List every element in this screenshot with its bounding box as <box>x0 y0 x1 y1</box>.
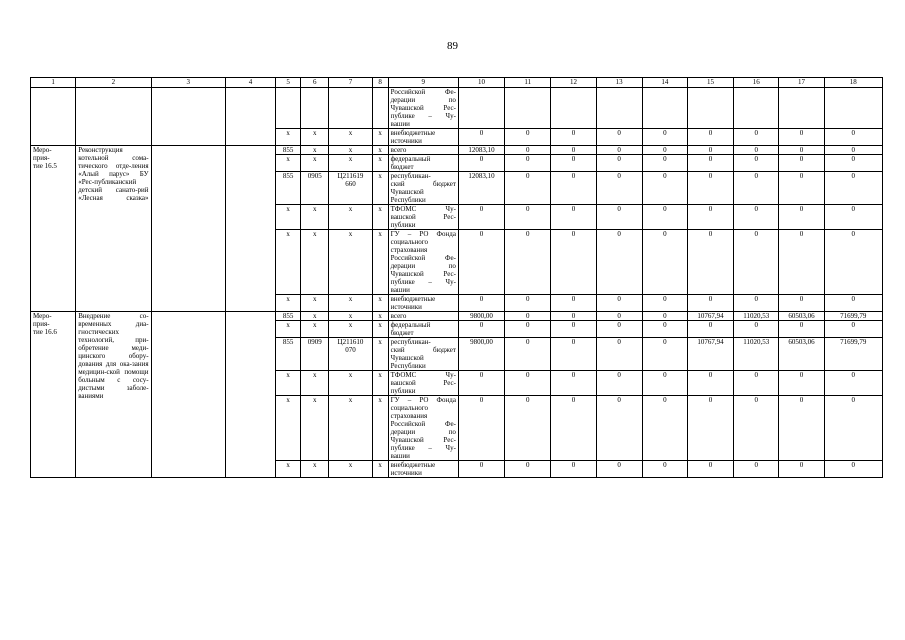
value-cell: 0905 <box>301 172 329 205</box>
value-cell: 0 <box>779 295 824 312</box>
value-cell: х <box>276 321 301 338</box>
value-cell: 0 <box>596 129 642 146</box>
value-cell: 0 <box>596 205 642 230</box>
value-cell: 0 <box>824 146 882 155</box>
value-cell: 0 <box>687 396 733 461</box>
value-cell: 0 <box>824 295 882 312</box>
value-cell: х <box>329 205 372 230</box>
value-cell: 0 <box>505 146 551 155</box>
value-cell: 0 <box>505 371 551 396</box>
value-cell: х <box>372 172 388 205</box>
value-cell: 855 <box>276 172 301 205</box>
value-cell: 0 <box>596 312 642 321</box>
header-cell: 12 <box>551 78 596 88</box>
value-cell: 0 <box>824 172 882 205</box>
value-cell: 0 <box>596 172 642 205</box>
value-cell: х <box>276 155 301 172</box>
value-cell: 0 <box>596 461 642 478</box>
empty-cell <box>225 146 275 312</box>
header-cell: 14 <box>642 78 687 88</box>
value-cell: 0 <box>596 230 642 295</box>
empty-cell <box>151 88 225 129</box>
value-cell: 0 <box>779 205 824 230</box>
value-cell: 0 <box>734 295 779 312</box>
value-cell: х <box>276 396 301 461</box>
source-cell: всего <box>388 312 458 321</box>
header-cell: 15 <box>687 78 733 88</box>
value-cell: 0 <box>824 155 882 172</box>
value-cell: 0 <box>687 155 733 172</box>
header-cell: 8 <box>372 78 388 88</box>
value-cell: х <box>329 461 372 478</box>
empty-cell <box>779 88 824 129</box>
value-cell: 0 <box>824 129 882 146</box>
header-row <box>31 78 883 88</box>
value-cell: х <box>301 312 329 321</box>
value-cell: 0 <box>551 172 596 205</box>
value-cell: х <box>372 338 388 371</box>
empty-cell <box>151 129 225 146</box>
value-cell: х <box>372 155 388 172</box>
value-cell: 0 <box>779 371 824 396</box>
value-cell: 0 <box>505 461 551 478</box>
empty-cell <box>276 88 301 129</box>
source-cell: федеральный бюджет <box>388 155 458 172</box>
source-cell: ГУ – РО Фонда социального страхования Российской Фе- дерации по Чувашской Рес- публике – Чу- вашии <box>388 396 458 461</box>
value-cell: 0 <box>779 129 824 146</box>
value-cell: 0 <box>779 230 824 295</box>
value-cell: 0 <box>642 230 687 295</box>
value-cell: 0 <box>642 172 687 205</box>
value-cell: х <box>301 146 329 155</box>
value-cell: 0 <box>551 371 596 396</box>
measure-label: Меро- прия- тие 16.5 <box>31 146 76 312</box>
value-cell: 0 <box>687 230 733 295</box>
value-cell: 0 <box>642 146 687 155</box>
value-cell: 0 <box>687 129 733 146</box>
header-cell: 3 <box>151 78 225 88</box>
value-cell: 0 <box>687 321 733 338</box>
empty-cell <box>225 312 275 478</box>
value-cell: 0 <box>505 172 551 205</box>
value-cell: 0 <box>642 461 687 478</box>
value-cell: 0 <box>779 321 824 338</box>
value-cell: 0 <box>687 172 733 205</box>
source-cell: внебюджетные источники <box>388 461 458 478</box>
value-cell: х <box>301 321 329 338</box>
value-cell: 0 <box>458 155 504 172</box>
value-cell: 9800,00 <box>458 312 504 321</box>
page-number: 89 <box>447 40 458 52</box>
value-cell: 855 <box>276 146 301 155</box>
value-cell: 0 <box>734 461 779 478</box>
value-cell: 0 <box>779 396 824 461</box>
value-cell: 855 <box>276 338 301 371</box>
value-cell: 0 <box>734 371 779 396</box>
value-cell: 0 <box>824 321 882 338</box>
value-cell: х <box>301 371 329 396</box>
header-cell: 2 <box>76 78 151 88</box>
value-cell: 0 <box>505 155 551 172</box>
value-cell: 0909 <box>301 338 329 371</box>
value-cell: х <box>329 312 372 321</box>
budget-table <box>30 77 883 478</box>
value-cell: х <box>301 461 329 478</box>
empty-cell <box>372 88 388 129</box>
value-cell: х <box>329 230 372 295</box>
value-cell: 0 <box>458 371 504 396</box>
value-cell: 855 <box>276 312 301 321</box>
value-cell: х <box>372 312 388 321</box>
value-cell: 10767,94 <box>687 312 733 321</box>
value-cell: 0 <box>642 321 687 338</box>
value-cell: 71699,79 <box>824 338 882 371</box>
value-cell: х <box>372 371 388 396</box>
header-cell: 17 <box>779 78 824 88</box>
value-cell: 0 <box>458 321 504 338</box>
header-cell: 7 <box>329 78 372 88</box>
value-cell: х <box>329 155 372 172</box>
value-cell: х <box>329 129 372 146</box>
value-cell: 0 <box>779 172 824 205</box>
source-cell: федеральный бюджет <box>388 321 458 338</box>
header-cell: 6 <box>301 78 329 88</box>
source-cell: ТФОМС Чу- вашской Рес- публики <box>388 371 458 396</box>
value-cell: 0 <box>505 312 551 321</box>
value-cell: 0 <box>687 205 733 230</box>
measure-name: Внедрение со-временных диа-гностических технологий, при-обретение меди-цинского обору-дования для ока-зания медицин-ской помощи больным с сосу-дистыми заболе-ваниями <box>76 312 151 478</box>
value-cell: 0 <box>505 321 551 338</box>
source-cell: внебюджетные источники <box>388 129 458 146</box>
value-cell: 0 <box>505 205 551 230</box>
value-cell: 0 <box>551 338 596 371</box>
value-cell: 0 <box>642 312 687 321</box>
header-cell: 5 <box>276 78 301 88</box>
value-cell: х <box>372 129 388 146</box>
value-cell: х <box>372 396 388 461</box>
value-cell: х <box>301 155 329 172</box>
value-cell: Ц211619 660 <box>329 172 372 205</box>
value-cell: х <box>329 321 372 338</box>
header-cell: 4 <box>225 78 275 88</box>
value-cell: х <box>301 396 329 461</box>
value-cell: 0 <box>824 396 882 461</box>
value-cell: 0 <box>687 461 733 478</box>
value-cell: 60503,06 <box>779 338 824 371</box>
value-cell: х <box>372 295 388 312</box>
empty-cell <box>76 129 151 146</box>
value-cell: 0 <box>779 461 824 478</box>
empty-cell <box>76 88 151 129</box>
value-cell: 0 <box>551 146 596 155</box>
value-cell: 0 <box>824 371 882 396</box>
measure-name: Реконструкция котельной сома-тического отде-ления «Алый парус» БУ «Рес-публиканский детский санато-рий «Лесная сказка» <box>76 146 151 312</box>
value-cell: 0 <box>551 461 596 478</box>
value-cell: х <box>301 205 329 230</box>
header-cell: 11 <box>505 78 551 88</box>
value-cell: 0 <box>642 396 687 461</box>
value-cell: Ц211610 070 <box>329 338 372 371</box>
value-cell: 0 <box>642 295 687 312</box>
value-cell: 0 <box>458 396 504 461</box>
header-cell: 9 <box>388 78 458 88</box>
value-cell: 60503,06 <box>779 312 824 321</box>
measure-label: Меро- прия- тие 16.6 <box>31 312 76 478</box>
value-cell: 0 <box>505 129 551 146</box>
value-cell: х <box>372 146 388 155</box>
value-cell: 0 <box>824 230 882 295</box>
source-cell: внебюджетные источники <box>388 295 458 312</box>
empty-cell <box>642 88 687 129</box>
table-row <box>31 312 883 321</box>
header-cell: 16 <box>734 78 779 88</box>
value-cell: 0 <box>551 230 596 295</box>
value-cell: х <box>276 129 301 146</box>
empty-cell <box>151 146 225 312</box>
empty-cell <box>551 88 596 129</box>
value-cell: 0 <box>505 338 551 371</box>
value-cell: х <box>372 321 388 338</box>
value-cell: 0 <box>458 230 504 295</box>
value-cell: х <box>329 396 372 461</box>
value-cell: х <box>301 230 329 295</box>
value-cell: 0 <box>596 371 642 396</box>
source-cell: ТФОМС Чу- вашской Рес- публики <box>388 205 458 230</box>
source-cell: ГУ – РО Фонда социального страхования Российской Фе- дерации по Чувашской Рес- публике – Чу- вашии <box>388 230 458 295</box>
empty-cell <box>734 88 779 129</box>
value-cell: х <box>276 295 301 312</box>
source-cell: республикан- ский бюджет Чувашской Республики <box>388 172 458 205</box>
value-cell: х <box>329 295 372 312</box>
value-cell: х <box>372 230 388 295</box>
source-cell: Российской Фе- дерации по Чувашской Рес- публике – Чу- вашии <box>388 88 458 129</box>
value-cell: 71699,79 <box>824 312 882 321</box>
value-cell: 0 <box>734 205 779 230</box>
empty-cell <box>301 88 329 129</box>
value-cell: 0 <box>734 129 779 146</box>
value-cell: 0 <box>824 205 882 230</box>
table-row <box>31 129 883 146</box>
value-cell: х <box>276 461 301 478</box>
empty-cell <box>824 88 882 129</box>
header-cell: 10 <box>458 78 504 88</box>
empty-cell <box>687 88 733 129</box>
value-cell: 0 <box>734 230 779 295</box>
value-cell: 11020,53 <box>734 312 779 321</box>
value-cell: 0 <box>642 129 687 146</box>
value-cell: 0 <box>551 312 596 321</box>
empty-cell <box>458 88 504 129</box>
value-cell: 0 <box>596 321 642 338</box>
value-cell: 0 <box>779 146 824 155</box>
value-cell: 11020,53 <box>734 338 779 371</box>
value-cell: 12083,10 <box>458 172 504 205</box>
value-cell: 0 <box>596 396 642 461</box>
value-cell: 0 <box>734 172 779 205</box>
source-cell: республикан- ский бюджет Чувашской Республики <box>388 338 458 371</box>
value-cell: 0 <box>505 295 551 312</box>
value-cell: 0 <box>596 146 642 155</box>
source-cell: всего <box>388 146 458 155</box>
value-cell: х <box>276 371 301 396</box>
table-row <box>31 146 883 155</box>
empty-cell <box>31 88 76 129</box>
value-cell: 0 <box>687 295 733 312</box>
value-cell: 0 <box>458 461 504 478</box>
value-cell: 0 <box>642 371 687 396</box>
value-cell: х <box>372 205 388 230</box>
value-cell: х <box>301 129 329 146</box>
header-cell: 18 <box>824 78 882 88</box>
empty-cell <box>596 88 642 129</box>
value-cell: 10767,94 <box>687 338 733 371</box>
value-cell: 0 <box>551 155 596 172</box>
value-cell: 0 <box>551 396 596 461</box>
value-cell: 0 <box>687 146 733 155</box>
empty-cell <box>505 88 551 129</box>
value-cell: 0 <box>642 155 687 172</box>
header-cell: 13 <box>596 78 642 88</box>
value-cell: 0 <box>779 155 824 172</box>
empty-cell <box>225 129 275 146</box>
value-cell: 0 <box>734 146 779 155</box>
value-cell: х <box>276 230 301 295</box>
value-cell: 0 <box>505 230 551 295</box>
empty-cell <box>329 88 372 129</box>
value-cell: х <box>372 461 388 478</box>
value-cell: 0 <box>824 461 882 478</box>
value-cell: 0 <box>596 155 642 172</box>
header-cell: 1 <box>31 78 76 88</box>
empty-cell <box>225 88 275 129</box>
value-cell: х <box>329 146 372 155</box>
value-cell: 12083,10 <box>458 146 504 155</box>
value-cell: 0 <box>596 295 642 312</box>
table-row <box>31 88 883 129</box>
value-cell: 0 <box>734 321 779 338</box>
value-cell: 0 <box>458 205 504 230</box>
empty-cell <box>31 129 76 146</box>
value-cell: х <box>329 371 372 396</box>
value-cell: 9800,00 <box>458 338 504 371</box>
value-cell: 0 <box>687 371 733 396</box>
value-cell: 0 <box>551 321 596 338</box>
value-cell: 0 <box>551 129 596 146</box>
value-cell: 0 <box>734 396 779 461</box>
value-cell: 0 <box>505 396 551 461</box>
empty-cell <box>151 312 225 478</box>
value-cell: 0 <box>551 295 596 312</box>
value-cell: 0 <box>642 338 687 371</box>
value-cell: 0 <box>458 295 504 312</box>
value-cell: 0 <box>551 205 596 230</box>
value-cell: х <box>301 295 329 312</box>
value-cell: 0 <box>642 205 687 230</box>
value-cell: 0 <box>734 155 779 172</box>
value-cell: 0 <box>596 338 642 371</box>
value-cell: х <box>276 205 301 230</box>
value-cell: 0 <box>458 129 504 146</box>
